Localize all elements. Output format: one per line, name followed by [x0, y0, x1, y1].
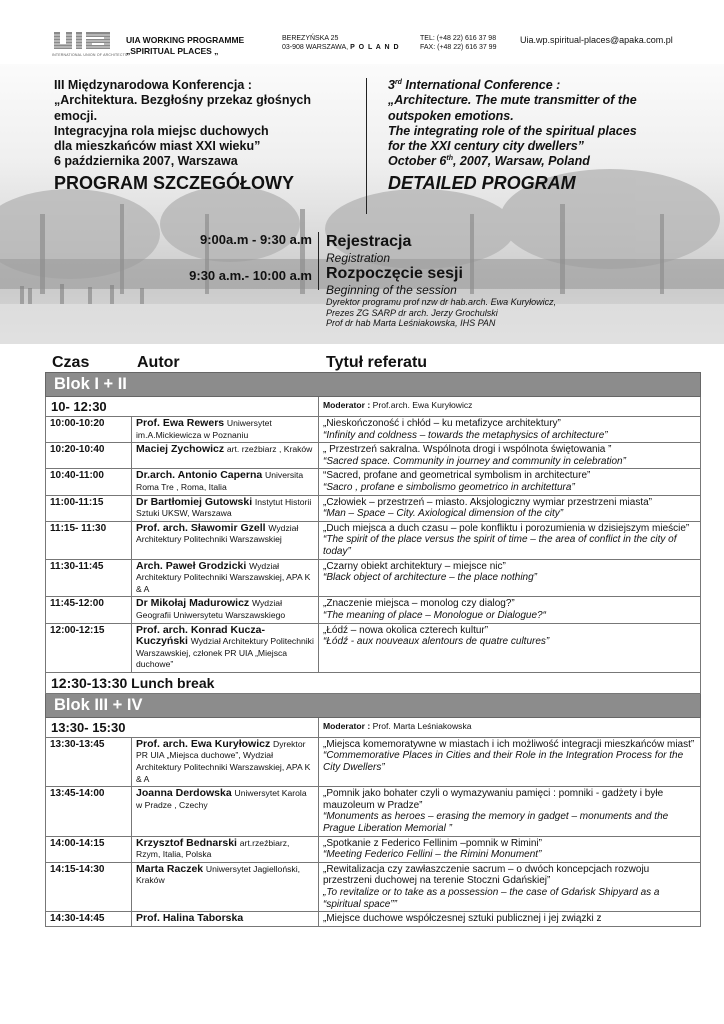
talk-row [46, 836, 701, 862]
title-pl: „Duch miejsca a duch czasu – pole konfliktu i porozumienia w dzisiejszym mieście” [323, 522, 690, 534]
program-heading-pl: PROGRAM SZCZEGÓŁOWY [54, 172, 294, 193]
moderator-label: Moderator : [323, 400, 373, 410]
talk-row [46, 521, 701, 559]
talk-author [132, 469, 319, 495]
talk-row [46, 469, 701, 495]
talk-author [132, 623, 319, 672]
title-pl: „ Przestrzeń sakralna. Wspólnota drogi i wspólnota świętowania ” [323, 444, 612, 456]
email-address[interactable]: Uia.wp.spiritual-places@apaka.com.pl [520, 35, 673, 45]
talk-title [319, 417, 701, 443]
author-affiliation: Wydział Architektury Politechniki Warszawskiej [136, 522, 299, 545]
talk-author [132, 559, 319, 597]
talk-row [46, 623, 701, 672]
author-name: Dr Bartłomiej Gutowski [136, 495, 253, 508]
author-name: Krzysztof Bednarski [136, 836, 237, 849]
title-pl: „Miejsce duchowe współczesnej sztuki publicznej i jej związki z [323, 913, 602, 925]
title-en-line6 [388, 154, 637, 169]
moderator [319, 397, 701, 417]
talk-time: 10:20-10:40 [46, 443, 132, 469]
talk-time: 13:45-14:00 [46, 787, 132, 836]
lunch-row [46, 672, 701, 693]
talk-author [132, 495, 319, 521]
lunch-cell [46, 672, 701, 693]
registration-pl: Rejestracja [326, 233, 412, 250]
talk-title [319, 623, 701, 672]
title-pl: „Miejsca komemoratywne w miastach i ich możliwość integracji mieszkańców miast” [323, 738, 695, 750]
lunch-label: Lunch break [131, 674, 215, 691]
talk-author [132, 417, 319, 443]
title-en: “Łódź - aux nouveaux alentours de quatre cultures” [323, 636, 550, 648]
title-pl-line4: Integracyjna rola miejsc duchowych [54, 123, 269, 138]
talk-time: 11:45-12:00 [46, 597, 132, 623]
author-name: Dr.arch. Antonio Caperna [136, 469, 263, 482]
column-author: Autor [137, 354, 180, 371]
registration-en: Registration [326, 251, 391, 265]
title-pl: „Rewitalizacja czy zawłaszczenie sacrum – o dwóch koncepcjach rozwoju przestrzeni duchowej na terenie Stoczni Gdańskiej” [323, 863, 650, 887]
author-name: Arch. Paweł Grodzicki [136, 559, 247, 572]
talk-title [319, 737, 701, 786]
talk-title [319, 559, 701, 597]
moderator-name: Prof.arch. Ewa Kuryłowicz [372, 400, 473, 410]
title-en: “Commemorative Places in Cities and their Role in the Integration Process for the City Dwellers” [323, 750, 684, 774]
author-name: Dr Mikołaj Madurowicz [136, 597, 250, 610]
title-english [388, 78, 637, 194]
author-name: Prof. arch. Ewa Kuryłowicz [136, 737, 271, 750]
director-line1: Dyrektor programu prof nzw dr hab.arch. Ewa Kuryłowicz, [326, 297, 557, 307]
author-name: Prof. Halina Taborska [136, 912, 244, 925]
title-polish [54, 78, 311, 194]
talk-time: 11:30-11:45 [46, 559, 132, 597]
address-city-line [282, 43, 400, 52]
talk-row [46, 597, 701, 623]
talk-author [132, 521, 319, 559]
talk-title [319, 495, 701, 521]
registration-time: 9:00a.m - 9:30 a.m [199, 232, 312, 247]
title-en: „To revitalize or to take as a possession – the case of Gdańsk Shipyard as a “spiritual space”” [323, 887, 660, 910]
talk-row [46, 737, 701, 786]
talk-time: 10:40-11:00 [46, 469, 132, 495]
author-affiliation: Dyrektor PR UIA „Miejsca duchowe”, Wydział Architektury Politechniki Warszawskiej, APA K & A [136, 738, 311, 784]
title-pl: „Łódź – nowa okolica czterech kultur” [323, 624, 489, 636]
talk-title [319, 521, 701, 559]
talk-author [132, 787, 319, 836]
author-affiliation: Wydział Architektury Politechniki Warszawskiej, członek PR UIA „Miejsca duchowe” [136, 636, 314, 670]
moderator-name: Prof. Marta Leśniakowska [372, 720, 472, 731]
author-affiliation: Uniwersytet im.A.Mickiewicza w Poznaniu [136, 418, 272, 440]
address [282, 34, 400, 52]
talk-row [46, 559, 701, 597]
director-line2: Prezes ZG SARP dr arch. Jerzy Grochulski [326, 307, 498, 318]
title-en-line1 [388, 78, 637, 93]
talk-time: 10:00-10:20 [46, 417, 132, 443]
title-pl: „Spotkanie z Federico Fellinim –pomnik w Rimini” [323, 837, 542, 849]
address-city: 03-908 WARSZAWA, [282, 44, 351, 51]
session-start-pl: Rozpoczęcie sesji [326, 265, 463, 282]
author-affiliation: Uniwersytet Jagielloński, Kraków [136, 863, 300, 886]
opening-time: 9:30 a.m.- 10:00 a.m [189, 268, 312, 283]
fax-number: FAX: (+48 22) 616 37 99 [420, 44, 497, 51]
talk-row [46, 443, 701, 469]
programme-name [126, 35, 244, 57]
talk-row [46, 787, 701, 836]
ordinal-suffix: rd [394, 78, 402, 86]
talk-time: 12:00-12:15 [46, 623, 132, 672]
column-time: Czas [52, 354, 90, 371]
author-affiliation: Wydział Architektury Politechniki Warszawskiej, APA K & A [136, 560, 311, 594]
talk-row [46, 912, 701, 927]
author-affiliation: art. rzeźbiarz , Kraków [226, 444, 313, 455]
title-en-line5: for the XXI century city dwellers” [388, 139, 584, 154]
title-en: “Monuments as heroes – erasing the memory in gadget – monuments and the Prague Liberation Memorial ” [323, 811, 669, 835]
ordinal-number: 3 [388, 78, 395, 92]
title-pl-line6: 6 października 2007, Warszawa [54, 154, 238, 169]
contact-phones [420, 34, 496, 52]
title-pl: „Znaczenie miejsca – monolog czy dialog?” [323, 598, 515, 610]
talk-author [132, 737, 319, 786]
author-affiliation: art.rzeźbiarz, Rzym, Italia, Polska [136, 837, 290, 860]
title-en: “Sacred space. Community in journey and community in celebration” [323, 455, 626, 467]
block-label: Blok III + IV [46, 693, 701, 717]
talk-author [132, 862, 319, 911]
title-en: “The spirit of the place versus the spirit of time – the area of conflict in the city of today” [323, 534, 677, 557]
author-name: Marta Raczek [136, 862, 204, 875]
title-en: “Meeting Federico Fellini – the Rimini Monument” [323, 849, 542, 861]
block-header [46, 693, 701, 717]
slot-header [46, 397, 701, 417]
author-name: Joanna Derdowska [136, 787, 232, 800]
column-title: Tytuł referatu [326, 354, 428, 371]
address-street: BEREZYŃSKA 25 [282, 35, 339, 42]
author-affiliation: Instytut Historii Sztuki UKSW, Warszawa [136, 496, 312, 519]
lunch-time: 12:30-13:30 [51, 674, 128, 691]
talk-author [132, 912, 319, 927]
programme-line1: UIA WORKING PROGRAMME [126, 35, 245, 45]
title-pl: „Człowiek – przestrzeń – miasto. Aksjologiczny wymiar przestrzeni miasta” [323, 496, 652, 508]
author-name: Prof. Ewa Rewers [136, 417, 225, 429]
opening-divider [318, 232, 319, 290]
talk-time: 11:00-11:15 [46, 495, 132, 521]
talk-time: 14:30-14:45 [46, 912, 132, 927]
title-en: “Black object of architecture – the place nothing” [323, 572, 538, 584]
tel-number: TEL: (+48 22) 616 37 98 [420, 35, 497, 42]
title-pl-line2: „Architektura. Bezgłośny przekaz głośnych [54, 93, 312, 108]
conference-label: International Conference : [401, 78, 561, 92]
author-affiliation: Universita Roma Tre , Roma, Italia [136, 470, 304, 492]
uia-logo-icon [52, 30, 116, 52]
author-affiliation: Wydział Geografii Uniwersytetu Warszawskiego [136, 598, 286, 620]
title-pl: “Sacred, profane and geometrical symbolism in architecture” [323, 470, 591, 482]
uia-logo [52, 30, 116, 52]
talk-title [319, 862, 701, 911]
talk-author [132, 597, 319, 623]
title-en-line2: „Architecture. The mute transmitter of the [388, 93, 637, 108]
date-rest: , 2007, Warsaw, Poland [452, 154, 590, 169]
slot-time: 10- 12:30 [46, 397, 319, 417]
talk-title [319, 912, 701, 927]
talk-author [132, 836, 319, 862]
title-divider [366, 78, 367, 214]
title-pl: „Czarny obiekt architektury – miejsce nic” [323, 560, 506, 572]
slot-time: 13:30- 15:30 [46, 717, 319, 737]
title-en-line3: outspoken emotions. [388, 108, 514, 123]
moderator [319, 717, 701, 737]
talk-row [46, 417, 701, 443]
talk-time: 13:30-13:45 [46, 737, 132, 786]
title-pl: „Pomnik jako bohater czyli o wymazywaniu pamięci : pomniki - gadżety i byłe mauzoleum w Pradze” [323, 788, 664, 811]
talk-title [319, 469, 701, 495]
program-heading-en: DETAILED PROGRAM [388, 172, 576, 193]
letterhead [0, 0, 724, 62]
talk-time: 11:15- 11:30 [46, 521, 132, 559]
talk-title [319, 443, 701, 469]
title-en: “The meaning of place – Monologue or Dialogue?“ [323, 609, 546, 621]
author-name: Maciej Zychowicz [136, 443, 225, 456]
talk-row [46, 862, 701, 911]
date-suffix: th [446, 155, 453, 163]
date-month-day: October 6 [388, 154, 447, 169]
talk-row [46, 495, 701, 521]
title-en-line4: The integrating role of the spiritual places [388, 123, 637, 138]
title-pl-line1: III Międzynarodowa Konferencja : [54, 78, 252, 92]
talk-title [319, 787, 701, 836]
slot-header [46, 717, 701, 737]
title-en: “Man – Space – City. Axiological dimension of the city” [323, 508, 564, 520]
talk-time: 14:00-14:15 [46, 836, 132, 862]
title-en: “Infinity and coldness – towards the metaphysics of architecture” [323, 429, 608, 441]
title-pl: „Nieskończoność i chłód – ku metafizyce architektury” [323, 418, 561, 429]
director-line3: Prof dr hab Marta Leśniakowska, IHS PAN [326, 318, 496, 328]
title-en: “Sacro , profane e simbolismo geometrico in architettura” [323, 481, 575, 493]
talk-time: 14:15-14:30 [46, 862, 132, 911]
talk-title [319, 836, 701, 862]
title-pl-line5: dla mieszkańców miast XXI wieku” [54, 139, 261, 154]
talk-title [319, 597, 701, 623]
block-label: Blok I + II [46, 373, 701, 397]
session-start-en: Beginning of the session [326, 283, 457, 297]
logo-subtitle: INTERNATIONAL UNION OF ARCHITECTS [52, 53, 128, 57]
address-country: P O L A N D [350, 44, 400, 51]
title-pl-line3: emocji. [54, 108, 98, 123]
moderator-label: Moderator : [323, 720, 373, 731]
schedule-table [45, 372, 701, 927]
programme-line2: „SPIRITUAL PLACES „ [126, 46, 219, 56]
author-name: Prof. arch. Sławomir Gzell [136, 521, 266, 534]
author-affiliation: Uniwersytet Karola w Pradze , Czechy [136, 788, 307, 810]
talk-author [132, 443, 319, 469]
author-name: Prof. arch. Konrad Kucza-Kuczyński [136, 623, 265, 648]
block-header [46, 373, 701, 397]
opening-session [326, 233, 556, 329]
